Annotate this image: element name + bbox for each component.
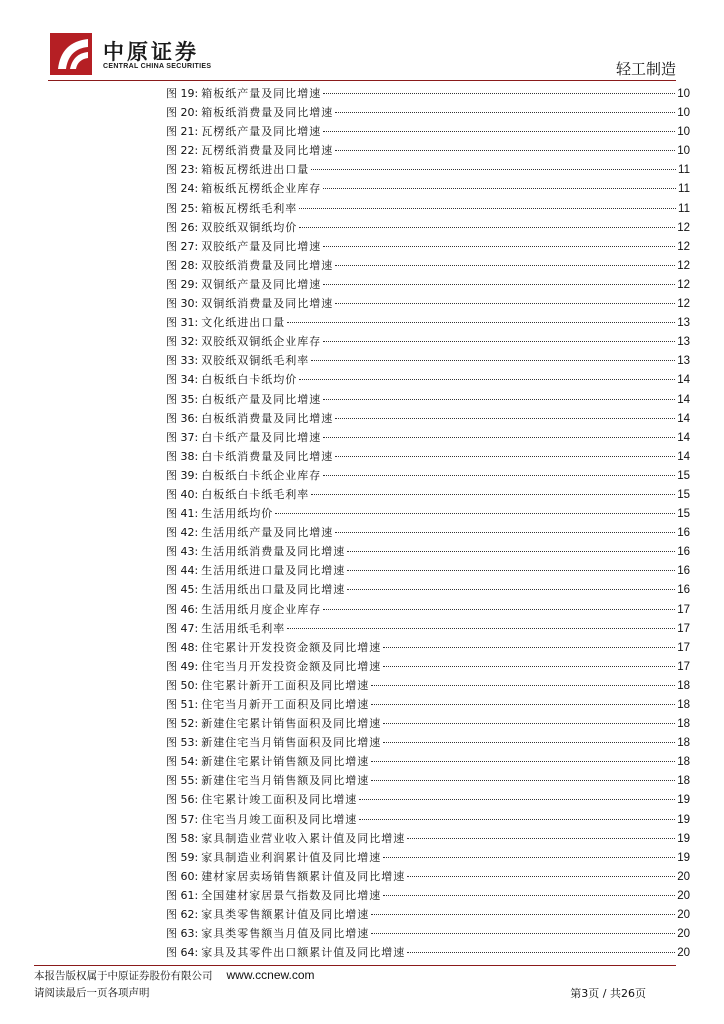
toc-leader-dots — [407, 940, 675, 953]
toc-entry-page: 11 — [678, 164, 690, 177]
toc-entry-page: 10 — [677, 145, 690, 158]
toc-leader-dots — [323, 81, 675, 94]
toc-leader-dots — [383, 635, 675, 648]
toc-entry-page: 17 — [677, 641, 690, 654]
toc-entry-number: 图 45: — [166, 583, 199, 597]
toc-entry-page: 14 — [677, 393, 690, 406]
toc-leader-dots — [371, 692, 675, 705]
toc-entry-page: 12 — [677, 221, 690, 234]
toc-entry-title: 生活用纸月度企业库存 — [201, 602, 322, 616]
toc-leader-dots — [323, 597, 675, 610]
toc-entry-page: 16 — [677, 527, 690, 540]
toc-entry-number: 图 55: — [166, 774, 199, 788]
toc-entry-number: 图 57: — [166, 812, 199, 826]
toc-entry-page: 19 — [677, 832, 690, 845]
toc-entry-page: 18 — [677, 679, 690, 692]
toc-entry-title: 白卡纸消费量及同比增速 — [201, 449, 334, 463]
toc-entry-title: 白卡纸产量及同比增速 — [201, 430, 322, 444]
toc-entry-number: 图 54: — [166, 755, 199, 769]
toc-entry-page: 11 — [678, 183, 690, 196]
toc-entry-page: 20 — [677, 947, 690, 960]
toc-entry-title: 白板纸消费量及同比增速 — [201, 411, 334, 425]
toc-entry-number: 图 26: — [166, 220, 199, 234]
toc-entry-title: 新建住宅累计销售面积及同比增速 — [201, 717, 382, 731]
footer-copyright: 本报告版权属于中原证券股份有限公司 — [34, 970, 213, 982]
footer-divider — [34, 965, 676, 966]
toc-leader-dots — [347, 558, 675, 571]
toc-entry-page: 14 — [677, 431, 690, 444]
toc-leader-dots — [383, 845, 675, 858]
toc-entry-number: 图 34: — [166, 373, 199, 387]
toc-entry-title: 住宅累计开发投资金额及同比增速 — [201, 640, 382, 654]
toc-entry-page: 18 — [677, 699, 690, 711]
toc-entry-page: 20 — [677, 889, 690, 902]
toc-entry-number: 图 20: — [166, 106, 199, 120]
toc-leader-dots — [299, 215, 675, 228]
toc-leader-dots — [299, 196, 676, 209]
toc-entry-title: 白板纸白卡纸均价 — [201, 373, 298, 387]
toc-entry-number: 图 38: — [166, 449, 199, 463]
toc-entry-number: 图 21: — [166, 125, 199, 139]
toc-entry-number: 图 41: — [166, 507, 199, 521]
toc-entry-number: 图 44: — [166, 564, 199, 578]
toc-entry-number: 图 51: — [166, 698, 199, 711]
toc-entry-title: 箱板纸瓦楞纸企业库存 — [201, 182, 322, 196]
toc-entry-page: 16 — [677, 584, 690, 597]
toc-entry-page: 17 — [677, 603, 690, 616]
toc-entry-title: 家具制造业营业收入累计值及同比增速 — [201, 831, 406, 845]
toc-leader-dots — [407, 864, 675, 877]
toc-leader-dots — [371, 749, 675, 762]
toc-entry-number: 图 22: — [166, 144, 199, 158]
toc-entry-page: 10 — [677, 107, 690, 120]
logo-text-en: CENTRAL CHINA SECURITIES — [103, 63, 212, 70]
toc-entry-number: 图 48: — [166, 640, 199, 654]
toc-entry-title: 家具类零售额当月值及同比增速 — [201, 927, 370, 941]
toc-leader-dots — [311, 482, 675, 495]
toc-entry-page: 15 — [677, 469, 690, 482]
toc-leader-dots — [383, 711, 675, 724]
toc-entry-page: 18 — [677, 775, 690, 788]
toc-entry-number: 图 46: — [166, 602, 199, 616]
toc-entry-title: 白板纸产量及同比增速 — [201, 392, 322, 406]
toc-entry-number: 图 63: — [166, 927, 199, 941]
toc-entry-page: 12 — [677, 298, 690, 311]
toc-leader-dots — [347, 577, 675, 590]
footer-website-link[interactable]: www.ccnew.com — [226, 968, 315, 982]
toc-leader-dots — [323, 387, 675, 400]
toc-leader-dots — [347, 539, 675, 552]
page-indicator: 第3页 / 共26页 — [570, 987, 646, 1000]
toc-entry-title: 文化纸进出口量 — [201, 316, 286, 330]
toc-entry-title: 瓦楞纸产量及同比增速 — [201, 125, 322, 139]
industry-section-label: 轻工制造 — [615, 60, 676, 78]
toc-entry-number: 图 27: — [166, 239, 199, 253]
toc-entry-number: 图 56: — [166, 793, 199, 807]
toc-entry-number: 图 28: — [166, 258, 199, 272]
toc-entry-title: 新建住宅当月销售额及同比增速 — [201, 774, 370, 788]
toc-leader-dots — [371, 673, 675, 686]
toc-entry-title: 双胶纸消费量及同比增速 — [201, 258, 334, 272]
toc-entry-title: 新建住宅累计销售额及同比增速 — [201, 755, 370, 769]
toc-entry-title: 新建住宅当月销售面积及同比增速 — [201, 736, 382, 750]
toc-leader-dots — [383, 730, 675, 743]
toc-leader-dots — [335, 253, 675, 266]
toc-leader-dots — [335, 444, 675, 457]
toc-leader-dots — [371, 902, 675, 915]
toc-leader-dots — [323, 176, 676, 189]
toc-entry-number: 图 29: — [166, 277, 199, 291]
toc-leader-dots — [407, 826, 675, 839]
toc-entry-title: 住宅当月竣工面积及同比增速 — [201, 812, 358, 826]
toc-entry-number: 图 59: — [166, 850, 199, 864]
toc-entry-number: 图 35: — [166, 392, 199, 406]
toc-leader-dots — [335, 100, 675, 113]
toc-entry-title: 住宅当月新开工面积及同比增速 — [201, 698, 370, 711]
toc-entry-title: 生活用纸消费量及同比增速 — [201, 545, 346, 559]
toc-entry-page: 14 — [677, 374, 690, 387]
toc-entry-number: 图 36: — [166, 411, 199, 425]
toc-entry-title: 家具类零售额累计值及同比增速 — [201, 908, 370, 922]
toc-entry-title: 双胶纸产量及同比增速 — [201, 239, 322, 253]
toc-entry-number: 图 23: — [166, 163, 199, 177]
toc-entry-number: 图 39: — [166, 468, 199, 482]
toc-entry-title: 住宅累计新开工面积及同比增速 — [201, 678, 370, 692]
toc-entry-page: 12 — [677, 278, 690, 291]
toc-entry-page: 17 — [677, 660, 690, 673]
toc-entry-title: 建材家居卖场销售额累计值及同比增速 — [201, 869, 406, 883]
toc-entry-number: 图 43: — [166, 545, 199, 559]
toc-entry-page: 15 — [677, 508, 690, 521]
toc-entry-title: 箱板瓦楞纸进出口量 — [201, 163, 310, 177]
toc-entry-number: 图 60: — [166, 869, 199, 883]
toc-leader-dots — [299, 367, 675, 380]
toc-entry-page: 12 — [677, 240, 690, 253]
toc-entry-page: 18 — [677, 737, 690, 750]
toc-entry-title: 双胶纸双铜纸企业库存 — [201, 335, 322, 349]
toc-leader-dots — [383, 883, 675, 896]
toc-entry-page: 18 — [677, 718, 690, 731]
toc-entry-page: 11 — [678, 202, 690, 215]
toc-entry-page: 13 — [677, 317, 690, 330]
toc-entry-title: 生活用纸毛利率 — [201, 621, 286, 635]
toc-entry-title: 双铜纸消费量及同比增速 — [201, 297, 334, 311]
footer-copyright-line — [34, 968, 315, 983]
toc-leader-dots — [323, 425, 675, 438]
toc-leader-dots — [323, 234, 675, 247]
company-logo-icon — [50, 33, 92, 75]
toc-entry-number: 图 19: — [166, 87, 199, 100]
toc-entry-title: 双胶纸双铜纸毛利率 — [201, 354, 310, 368]
toc-entry-number: 图 53: — [166, 736, 199, 750]
toc-entry-number: 图 50: — [166, 678, 199, 692]
toc-entry-page: 19 — [677, 794, 690, 807]
toc-leader-dots — [311, 348, 675, 361]
toc-entry-number: 图 25: — [166, 201, 199, 215]
toc-entry-title: 生活用纸产量及同比增速 — [201, 526, 334, 540]
toc-entry-page: 13 — [677, 336, 690, 349]
toc-leader-dots — [383, 654, 675, 667]
toc-leader-dots — [335, 406, 675, 419]
toc-entry-number: 图 64: — [166, 946, 199, 960]
toc-entry-number: 图 32: — [166, 335, 199, 349]
toc-entry-title: 家具及其零件出口额累计值及同比增速 — [201, 946, 406, 960]
toc-leader-dots — [359, 787, 675, 800]
toc-entry-page: 18 — [677, 756, 690, 769]
page-header — [0, 0, 724, 84]
toc-leader-dots — [287, 310, 675, 323]
toc-leader-dots — [371, 768, 675, 781]
footer-disclaimer: 请阅读最后一页各项声明 — [34, 987, 150, 999]
toc-entry-title: 瓦楞纸消费量及同比增速 — [201, 144, 334, 158]
toc-entry-page: 17 — [677, 622, 690, 635]
toc-entry-page: 10 — [677, 126, 690, 139]
toc-entry-number: 图 47: — [166, 621, 199, 635]
toc-leader-dots — [371, 921, 675, 934]
toc-entry-title: 箱板纸消费量及同比增速 — [201, 106, 334, 120]
toc-leader-dots — [311, 157, 676, 170]
toc-entry-title: 箱板纸产量及同比增速 — [201, 87, 322, 100]
toc-leader-dots — [323, 329, 675, 342]
toc-leader-dots — [359, 807, 675, 820]
toc-entry-page: 19 — [677, 813, 690, 826]
toc-entry-title: 双胶纸双铜纸均价 — [201, 220, 298, 234]
toc-entry-title: 全国建材家居景气指数及同比增速 — [201, 888, 382, 902]
toc-entry-title: 白板纸白卡纸毛利率 — [201, 487, 310, 501]
toc-entry-page: 19 — [677, 851, 690, 864]
toc-entry-page: 16 — [677, 546, 690, 559]
toc-entry-title: 生活用纸进口量及同比增速 — [201, 564, 346, 578]
toc-leader-dots — [323, 119, 675, 132]
toc-entry-title: 箱板瓦楞纸毛利率 — [201, 201, 298, 215]
toc-entry-number: 图 61: — [166, 888, 199, 902]
toc-entry-title: 生活用纸出口量及同比增速 — [201, 583, 346, 597]
toc-entry-page: 20 — [677, 909, 690, 922]
figure-index-list — [166, 84, 690, 962]
toc-entry-page: 20 — [677, 870, 690, 883]
toc-leader-dots — [275, 501, 675, 514]
toc-entry-number: 图 58: — [166, 831, 199, 845]
toc-entry-page: 20 — [677, 928, 690, 941]
toc-leader-dots — [335, 138, 675, 151]
toc-entry-number: 图 33: — [166, 354, 199, 368]
toc-entry-number: 图 42: — [166, 526, 199, 540]
toc-leader-dots — [323, 272, 675, 285]
toc-entry-page: 12 — [677, 259, 690, 272]
toc-entry[interactable] — [166, 943, 690, 962]
toc-leader-dots — [335, 520, 675, 533]
toc-entry-title: 双铜纸产量及同比增速 — [201, 277, 322, 291]
toc-entry-number: 图 62: — [166, 908, 199, 922]
toc-entry-page: 10 — [677, 88, 690, 100]
toc-entry-number: 图 52: — [166, 717, 199, 731]
toc-entry-number: 图 40: — [166, 487, 199, 501]
toc-entry-page: 14 — [677, 450, 690, 463]
toc-entry-title: 住宅累计竣工面积及同比增速 — [201, 793, 358, 807]
toc-entry-page: 15 — [677, 488, 690, 501]
toc-entry-title: 生活用纸均价 — [201, 507, 274, 521]
toc-leader-dots — [323, 463, 675, 476]
toc-entry-page: 13 — [677, 355, 690, 368]
toc-entry-title: 白板纸白卡纸企业库存 — [201, 468, 322, 482]
toc-entry-page: 14 — [677, 412, 690, 425]
toc-leader-dots — [335, 291, 675, 304]
toc-entry-title: 家具制造业利润累计值及同比增速 — [201, 850, 382, 864]
toc-entry-title: 住宅当月开发投资金额及同比增速 — [201, 659, 382, 673]
toc-entry-number: 图 31: — [166, 316, 199, 330]
toc-entry-number: 图 30: — [166, 297, 199, 311]
toc-entry-number: 图 37: — [166, 430, 199, 444]
toc-entry-number: 图 24: — [166, 182, 199, 196]
logo-text-cn: 中原证券 — [103, 39, 199, 64]
toc-entry-page: 16 — [677, 565, 690, 578]
toc-leader-dots — [287, 616, 675, 629]
toc-entry-number: 图 49: — [166, 659, 199, 673]
